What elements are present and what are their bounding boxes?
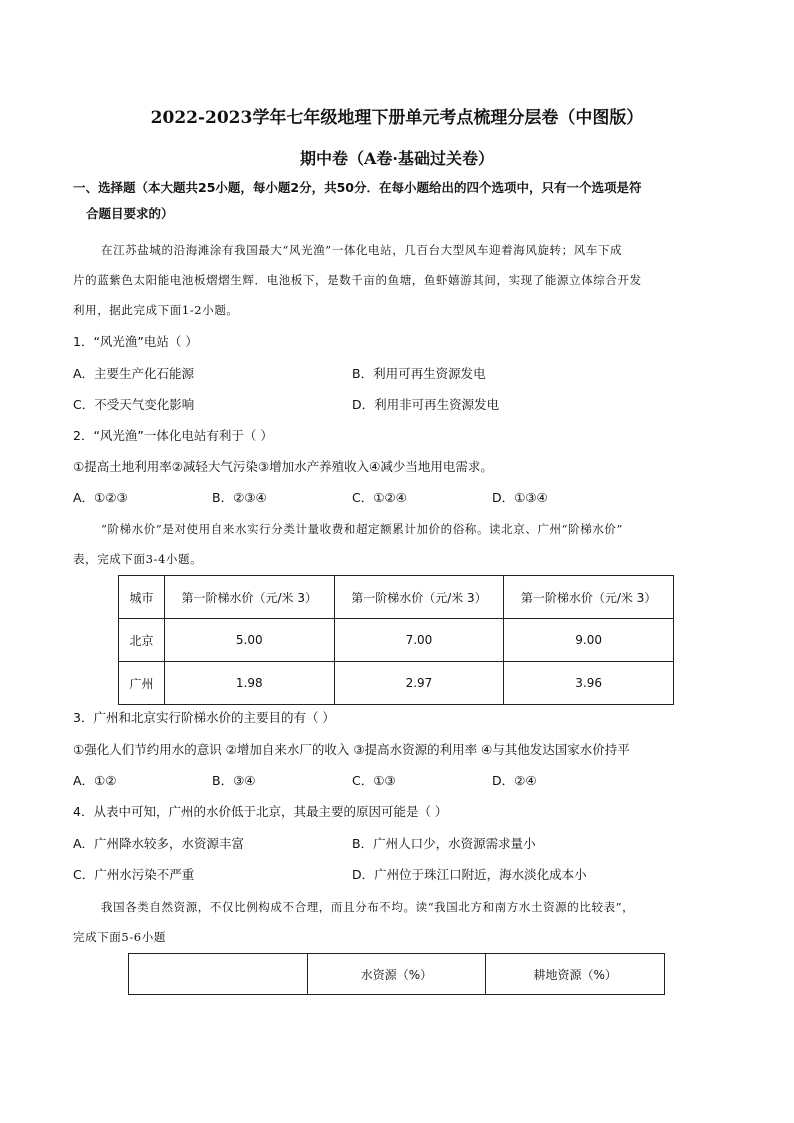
table-cell: 1.98 — [164, 662, 334, 705]
table-header-cell: 第一阶梯水价（元/米 3） — [334, 576, 504, 619]
table-header-cell — [129, 954, 308, 995]
passage1-line3: 利用，据此完成下面1-2小题。 — [73, 303, 239, 317]
table-cell: 5.00 — [164, 619, 334, 662]
section-heading-cont: 合题目要求的） — [86, 206, 174, 221]
question-3-option-c[interactable]: C．①③ — [352, 773, 396, 788]
table-header-row — [119, 576, 674, 619]
table-cell: 广州 — [119, 662, 165, 705]
table-row — [119, 619, 674, 662]
question-3-option-d[interactable]: D．②④ — [492, 773, 537, 788]
table-header-cell: 第一阶梯水价（元/米 3） — [164, 576, 334, 619]
table-cell: 北京 — [119, 619, 165, 662]
table-cell: 7.00 — [334, 619, 504, 662]
resource-comparison-table — [128, 953, 665, 995]
question-4-option-b[interactable]: B．广州人口少，水资源需求量小 — [352, 836, 536, 851]
question-3-option-b[interactable]: B．③④ — [212, 773, 256, 788]
question-3-stem: 3．广州和北京实行阶梯水价的主要目的有（ ） — [73, 710, 335, 725]
question-3-statements: ①强化人们节约用水的意识 ②增加自来水厂的收入 ③提高水资源的利用率 ④与其他发达国家水价持平 — [73, 742, 630, 757]
table-header-cell: 第一阶梯水价（元/米 3） — [504, 576, 674, 619]
question-4-option-c[interactable]: C．广州水污染不严重 — [73, 867, 195, 882]
table-cell: 2.97 — [334, 662, 504, 705]
section-heading: 一、选择题（本大题共25小题，每小题2分，共50分．在每小题给出的四个选项中，只有一个选项是符 — [73, 180, 642, 195]
question-2-option-d[interactable]: D．①③④ — [492, 490, 548, 505]
page-title: 2022-2023学年七年级地理下册单元考点梳理分层卷（中图版） — [150, 108, 644, 128]
passage3-line2: 完成下面5-6小题 — [73, 930, 166, 944]
question-4-option-a[interactable]: A．广州降水较多，水资源丰富 — [73, 836, 245, 851]
table-header-cell: 水资源（%） — [307, 954, 486, 995]
question-2-option-c[interactable]: C．①②④ — [352, 490, 407, 505]
question-2-option-a[interactable]: A．①②③ — [73, 490, 128, 505]
question-4-stem: 4．从表中可知，广州的水价低于北京，其最主要的原因可能是（ ） — [73, 804, 448, 819]
question-1-option-a[interactable]: A．主要生产化石能源 — [73, 366, 195, 381]
question-1-option-b[interactable]: B．利用可再生资源发电 — [352, 366, 486, 381]
passage3-line1: 我国各类自然资源，不仅比例构成不合理，而且分布不均。读“我国北方和南方水土资源的比较表”， — [101, 900, 635, 914]
table-row — [119, 662, 674, 705]
question-2-option-b[interactable]: B．②③④ — [212, 490, 267, 505]
passage2-line2: 表，完成下面3-4小题。 — [73, 552, 203, 566]
question-3-option-a[interactable]: A．①② — [73, 773, 117, 788]
table-cell: 3.96 — [504, 662, 674, 705]
passage1-line2: 片的蓝紫色太阳能电池板熠熠生辉．电池板下，是数千亩的鱼塘，鱼虾嬉游其间，实现了能源立体综合开发 — [73, 273, 642, 287]
table-header-cell: 城市 — [119, 576, 165, 619]
question-1-option-d[interactable]: D．利用非可再生资源发电 — [352, 397, 500, 412]
question-2-statements: ①提高土地利用率②减轻大气污染③增加水产养殖收入④减少当地用电需求。 — [73, 459, 493, 474]
table-cell: 9.00 — [504, 619, 674, 662]
page-subtitle: 期中卷（A卷·基础过关卷） — [300, 149, 494, 168]
table-header-cell: 耕地资源（%） — [486, 954, 665, 995]
water-price-table — [118, 575, 674, 705]
passage1-line1: 在江苏盐城的沿海滩涂有我国最大“风光渔”一体化电站，几百台大型风车迎着海风旋转；风车下成 — [101, 243, 623, 257]
question-4-option-d[interactable]: D．广州位于珠江口附近，海水淡化成本小 — [352, 867, 587, 882]
question-1-option-c[interactable]: C．不受天气变化影响 — [73, 397, 195, 412]
passage2-line1: “阶梯水价”是对使用自来水实行分类计量收费和超定额累计加价的俗称。读北京、广州“阶梯水价” — [101, 522, 624, 536]
table-header-row — [129, 954, 665, 995]
question-2-stem: 2．“风光渔”一体化电站有利于（ ） — [73, 428, 273, 443]
question-1-stem: 1．“风光渔”电站（ ） — [73, 334, 198, 349]
